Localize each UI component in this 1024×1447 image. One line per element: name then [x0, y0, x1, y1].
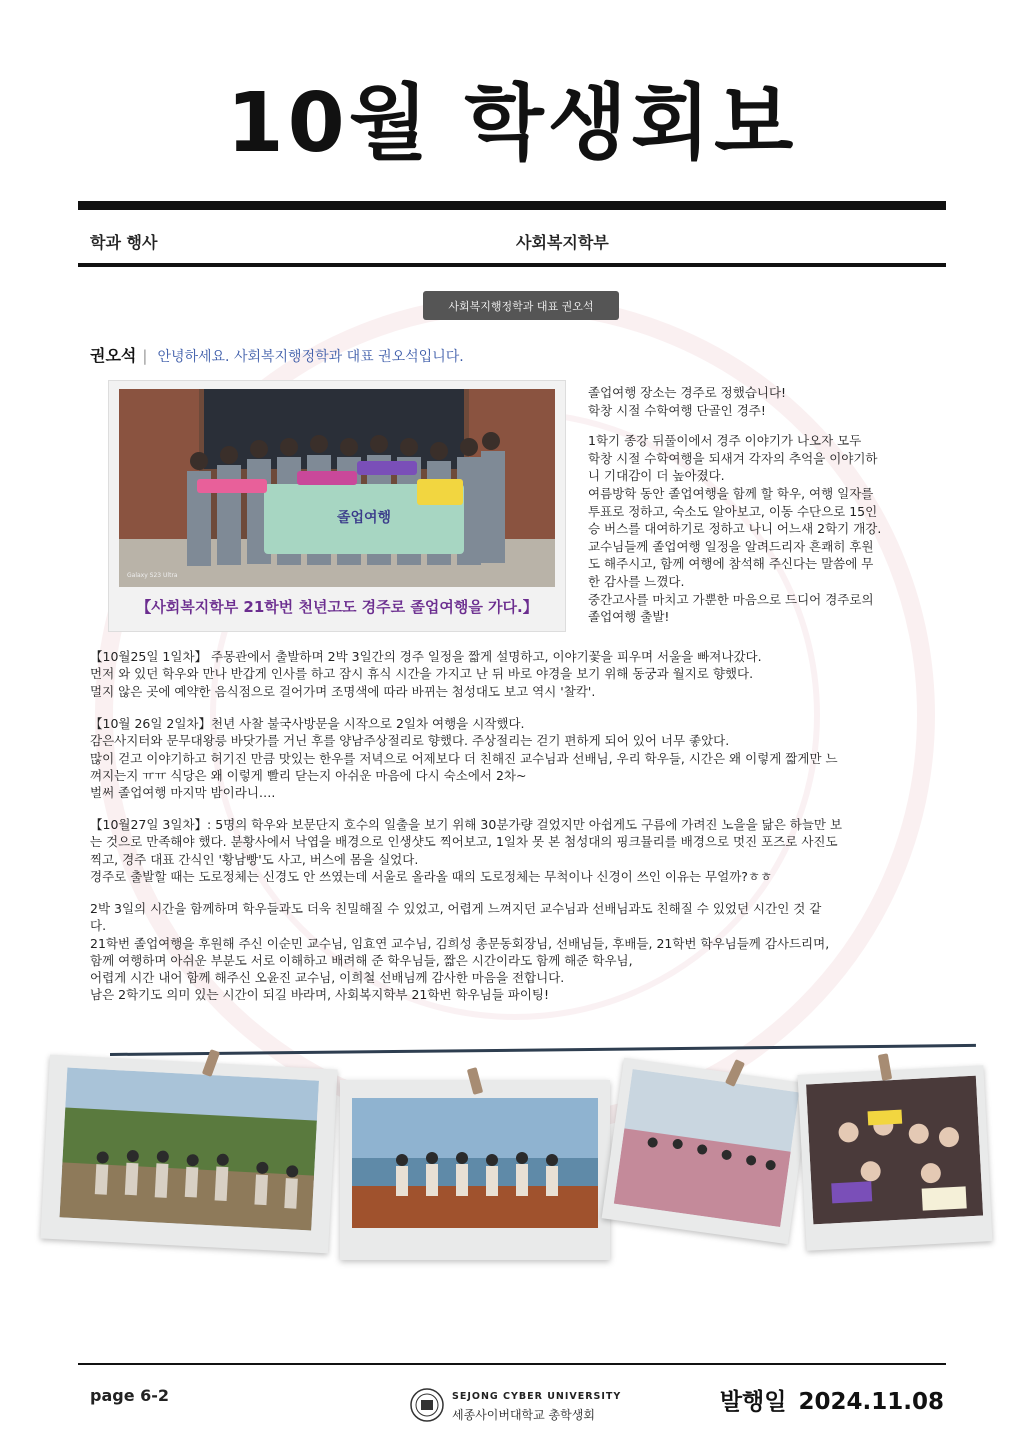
closing-line: 다.	[90, 918, 107, 934]
photo-caption: 【사회복지학부 21학번 천년고도 경주로 졸업여행을 가다.】	[136, 598, 538, 616]
banner-text: 졸업여행	[336, 510, 392, 526]
intro-line: 니 기대감이 더 높아졌다.	[588, 468, 725, 484]
day1-paragraph	[90, 648, 920, 700]
author-row	[90, 343, 464, 366]
closing-line: 남은 2학기도 의미 있는 시간이 되길 바라며, 사회복지학부 21학번 학우님들 파이팅!	[90, 987, 549, 1003]
footer-rule	[78, 1363, 946, 1365]
photo-image-1	[60, 1068, 320, 1231]
intro-line: 여름방학 동안 졸업여행을 함께 할 학우, 여행 일자를	[588, 485, 874, 501]
university-name-ko: 세종사이버대학교 총학생회	[452, 1408, 595, 1422]
closing-line: 함께 여행하며 아쉬운 부분도 서로 이해하고 배려해 준 학우님들, 짧은 시간이라도 함께 해준 학우님,	[90, 952, 633, 968]
closing-line: 21학번 졸업여행을 후원해 주신 이순민 교수님, 임효연 교수님, 김희성 총문동회장님, 선배님들, 후배들, 21학번 학우님들께 감사드리며,	[90, 935, 830, 951]
header-rule-bottom	[78, 263, 946, 267]
page-title: 10월 학생회보	[226, 76, 798, 171]
day1-line: 【10월25일 1일차】 주몽관에서 출발하며 2박 3일간의 경주 일정을 짧게 설명하고, 이야기꽃을 피우며 서울을 빠져나갔다.	[90, 649, 762, 664]
university-logo-icon	[410, 1388, 444, 1422]
photo-image-3	[614, 1069, 799, 1227]
day2-paragraph	[90, 715, 920, 801]
intro-line: 교수님들께 졸업여행 일정을 알려드리자 흔쾌히 후원	[588, 538, 874, 554]
day3-line: 찍고, 경주 대표 간식인 '황남빵'도 사고, 버스에 몸을 실었다.	[90, 851, 419, 867]
closing-line: 2박 3일의 시간을 함께하며 학우들과도 더욱 친밀해질 수 있었고, 어렵게 느껴지던 교수님과 선배님과도 친해질 수 있었던 시간인 것 같	[90, 901, 822, 916]
day2-line: 감은사지터와 문무대왕릉 바닷가를 거닌 후를 양남주상절리로 향했다. 주상절리는 걷기 편하게 되어 있어 너무 좋았다.	[90, 733, 730, 749]
author-badge: 사회복지행정학과 대표 권오석	[423, 291, 619, 320]
day3-line: 경주로 출발할 때는 도로정체는 신경도 안 쓰였는데 서울로 올라올 때의 도로정체는 무척이나 신경이 쓰인 이유는 무얼까?ㅎㅎ	[90, 868, 773, 884]
day2-line: 껴지는지 ㅠㅠ 식당은 왜 이렇게 빨리 닫는지 아쉬운 마음에 다시 숙소에서 2차~	[90, 767, 527, 783]
publish-date-value: 2024.11.08	[798, 1389, 944, 1415]
intro-line: 중간고사를 마치고 가뿐한 마음으로 드디어 경주로의	[588, 591, 874, 607]
closing-line: 어렵게 시간 내어 함께 해주신 오윤진 교수님, 이희철 선배님께 감사한 마음을 전합니다.	[90, 970, 565, 986]
intro-heading-1: 졸업여행 장소는 경주로 정했습니다!	[588, 385, 787, 400]
day2-line: 【10월 26일 2일차】천년 사찰 불국사방문을 시작으로 2일차 여행을 시작했다.	[90, 716, 525, 731]
day3-line: 는 것으로 만족해야 했다. 분황사에서 낙엽을 배경으로 인생샷도 찍어보고, 1일차 못 본 첨성대의 핑크뮬리를 배경으로 멋진 포즈로 사진도	[90, 834, 838, 850]
day3-line: 【10월27일 3일차】: 5명의 학우와 보문단지 호수의 일출을 보기 위해 30분가량 걸었지만 아쉽게도 구름에 가려진 노을을 닮은 하늘만 보	[90, 817, 843, 832]
day3-paragraph	[90, 816, 920, 885]
polaroid-photo-2	[340, 1080, 610, 1260]
polaroid-photo-1	[40, 1055, 337, 1254]
polaroid-photo-3	[602, 1058, 811, 1245]
intro-line: 승 버스를 대여하기로 정하고 나니 어느새 2학기 개강.	[588, 521, 882, 537]
intro-line: 도 해주시고, 함께 여행에 참석해 주신다는 말씀에 무	[588, 556, 874, 572]
department-label: 사회복지학부	[516, 233, 609, 252]
intro-line: 졸업여행 출발!	[588, 609, 670, 625]
intro-column	[588, 384, 913, 639]
group-photo-image	[119, 389, 555, 587]
author-name: 권오석	[90, 346, 137, 365]
author-greeting: 안녕하세요. 사회복지행정학과 대표 권오석입니다.	[157, 349, 464, 365]
publish-label: 발행일	[719, 1389, 787, 1415]
main-photo	[108, 380, 566, 632]
day2-line: 벌써 졸업여행 마지막 밤이라니….	[90, 785, 276, 801]
page-number: page 6-2	[90, 1386, 170, 1405]
author-divider: |	[142, 347, 148, 365]
day1-line: 먼저 와 있던 학우와 만나 반갑게 인사를 하고 잠시 휴식 시간을 가지고 난 뒤 바로 야경을 보기 위해 동궁과 월지로 향했다.	[90, 666, 754, 682]
university-name-en: SEJONG CYBER UNIVERSITY	[452, 1391, 622, 1402]
intro-heading-2: 학창 시절 수학여행 단골인 경주!	[588, 402, 766, 418]
publish-date	[720, 1383, 944, 1416]
photo-image-4	[806, 1076, 983, 1225]
camera-watermark: Galaxy S23 Ultra	[127, 572, 178, 579]
header-rule-top	[78, 201, 946, 210]
day1-line: 멀지 않은 곳에 예약한 음식점으로 걸어가며 조명색에 따라 바뀌는 첨성대도 보고 역시 '찰칵'.	[90, 683, 596, 699]
day2-line: 많이 걷고 이야기하고 허기진 만큼 맛있는 한우를 저녁으로 어제보다 더 친해진 교수님과 선배님, 우리 학우들, 시간은 왜 이렇게 짧게만 느	[90, 750, 838, 766]
intro-line: 1학기 종강 뒤풀이에서 경주 이야기가 나오자 모두	[588, 433, 862, 449]
polaroid-photo-4	[798, 1065, 993, 1250]
intro-line: 투표로 정하고, 숙소도 알아보고, 이동 수단으로 15인	[588, 503, 878, 519]
section-label: 학과 행사	[90, 233, 158, 252]
intro-line: 한 감사를 느꼈다.	[588, 573, 685, 589]
closing-paragraph	[90, 900, 920, 1004]
photo-image-2	[352, 1098, 598, 1228]
intro-line: 학창 시절 수학여행을 되새겨 각자의 추억을 이야기하	[588, 450, 878, 466]
